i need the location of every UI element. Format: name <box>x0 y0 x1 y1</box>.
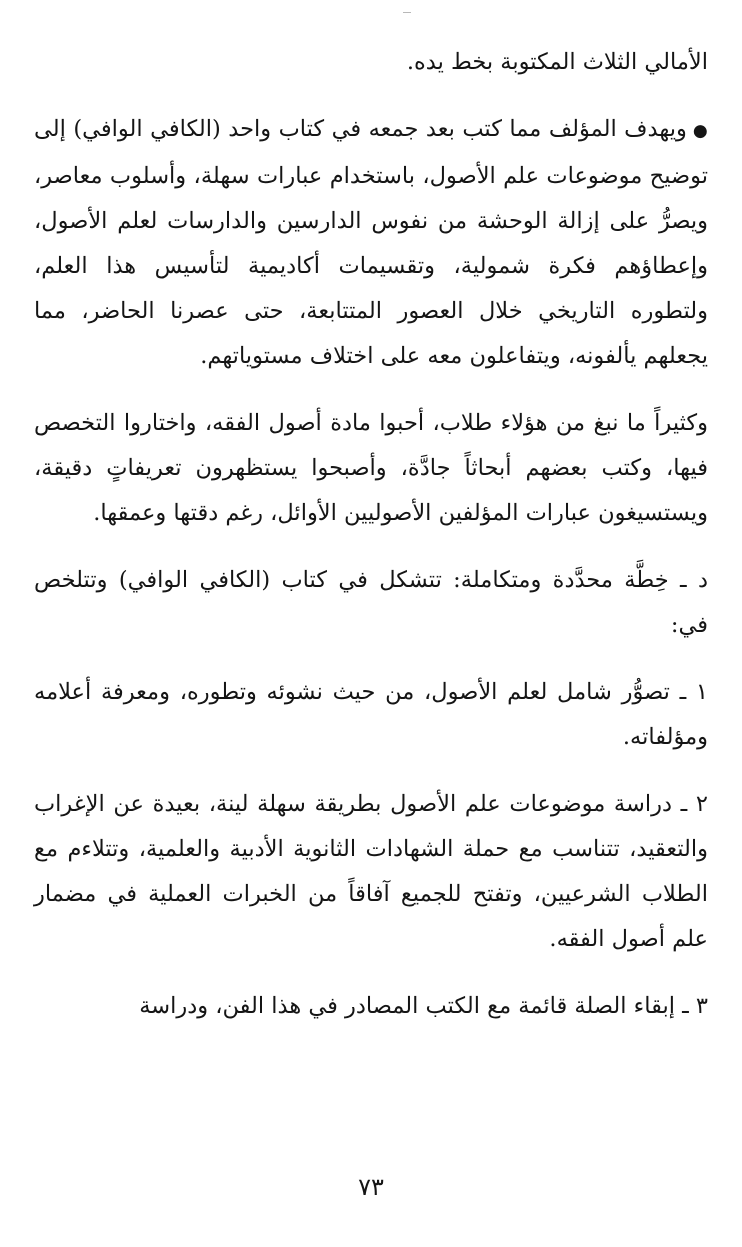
paragraph-1: الأمالي الثلاث المكتوبة بخط يده. <box>406 49 708 75</box>
page-number: ٧٣ <box>358 1173 384 1201</box>
paragraph-2-text: ويهدف المؤلف مما كتب بعد جمعه في كتاب واحد (الكافي الوافي) إلى توضيح موضوعات علم الأصول، باستخدام عبارات سهلة، وأسلوب معاصر، ويصرُّ على إزالة الوحشة من نفوس الدارسين والدارسات لعلم الأصول، وإعطاؤهم فكرة شمولية، وتقسيمات أكاديمية لتأسيس هذا العلم، ولتطوره التاريخي خلال العصور المتتابعة، حتى عصرنا الحاضر، مما يجعلهم يألفونه، ويتفاعلون معه على اختلاف مستوياتهم. <box>34 116 708 369</box>
bullet-icon: ● <box>692 121 708 141</box>
paragraph-gap <box>34 760 708 782</box>
paragraph-3: وكثيراً ما نبغ من هؤلاء طلاب، أحبوا مادة أصول الفقه، واختاروا التخصص فيها، وكتب بعضهم أبحاثاً جادَّة، وأصبحوا يستظهرون تعريفاتٍ دقيقة، ويستسيغون عبارات المؤلفين الأصوليين الأوائل، رغم دقتها وعمقها. <box>34 410 708 526</box>
list-item-2: ٢ ـ دراسة موضوعات علم الأصول بطريقة سهلة لينة، بعيدة عن الإغراب والتعقيد، تتناسب مع حملة الشهادات الثانوية الأدبية والعلمية، وتتلاءم مع الطلاب الشرعيين، وتفتح للجميع آفاقاً من الخبرات العملية في مضمار علم أصول الفقه. <box>34 791 708 952</box>
paragraph-gap <box>34 648 708 670</box>
paragraph-gap <box>34 536 708 558</box>
list-item-1: ١ ـ تصوُّر شامل لعلم الأصول، من حيث نشوئه وتطوره، ومعرفة أعلامه ومؤلفاته. <box>34 679 708 750</box>
paragraph-gap <box>34 962 708 984</box>
section-heading-d: د ـ خِطَّة محدَّدة ومتكاملة: تتشكل في كتاب (الكافي الوافي) وتتلخص في: <box>34 567 708 638</box>
scan-mark <box>403 12 411 13</box>
paragraph-gap <box>34 379 708 401</box>
page-body <box>34 40 708 1029</box>
paragraph-2 <box>34 107 708 379</box>
list-item-3: ٣ ـ إبقاء الصلة قائمة مع الكتب المصادر في هذا الفن، ودراسة <box>139 993 708 1019</box>
paragraph-gap <box>34 85 708 107</box>
